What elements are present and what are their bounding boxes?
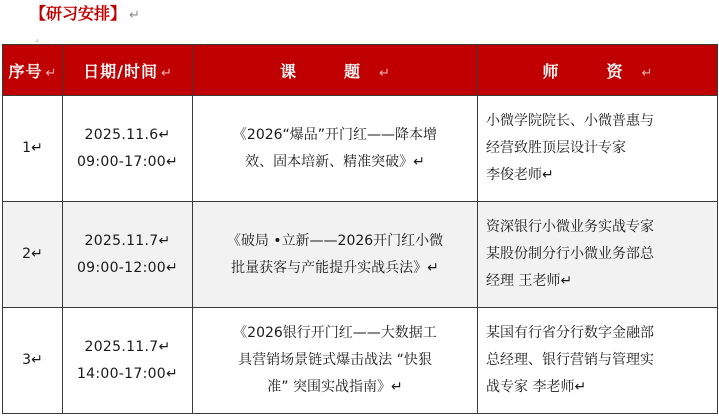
- cell-teacher: [478, 308, 718, 414]
- table-row: [3, 308, 718, 414]
- table-row: [3, 202, 718, 308]
- cell-datetime: [63, 308, 193, 414]
- cell-teacher-line: 经理 王老师↵: [486, 273, 573, 289]
- cell-datetime-line: 09:00-17:00↵: [76, 153, 179, 170]
- header-time: 日期/时间 ↵: [63, 45, 193, 96]
- header-row: [3, 45, 718, 96]
- cell-teacher-line: 战专家 李老师↵: [486, 379, 587, 395]
- cell-teacher-line: 某股份制分行小微业务部总: [486, 246, 654, 262]
- cell-no: [3, 96, 63, 202]
- cell-teacher-line: 李俊老师↵: [486, 167, 554, 183]
- cell-topic: [193, 308, 478, 414]
- cell-no-line: 2↵: [22, 246, 43, 262]
- cell-topic-line: 《2026银行开门红——大数据工: [233, 325, 437, 341]
- cell-datetime: [63, 202, 193, 308]
- cell-datetime-line: 2025.11.7↵: [84, 232, 171, 249]
- cell-topic-line: 效、固本培新、精准突破》↵: [245, 153, 425, 170]
- cell-teacher: [478, 96, 718, 202]
- schedule-table: [2, 44, 718, 414]
- cell-topic-line: 批量获客与产能提升实战兵法》↵: [231, 259, 439, 276]
- anchor-mark-icon: ⌟: [35, 34, 39, 43]
- cell-topic-line: 《破局 •立新——2026开门红小微: [226, 232, 444, 249]
- header-no: 序号 ↵: [3, 45, 63, 96]
- cell-teacher-line: 小微学院院长、小微普惠与: [486, 113, 654, 129]
- cell-datetime-line: 14:00-17:00↵: [76, 365, 179, 382]
- section-title: [30, 3, 140, 25]
- header-teacher: 师 资 ↵: [478, 45, 718, 96]
- cell-datetime: [63, 96, 193, 202]
- cell-topic-line: 《2026“爆品”开门红——降本增: [232, 126, 438, 143]
- cell-no-line: 3↵: [22, 352, 43, 368]
- section-title-text: 【研习安排】: [30, 4, 127, 23]
- cell-teacher-line: 总经理、银行营销与管理实: [486, 352, 654, 368]
- cell-datetime-line: 2025.11.7↵: [84, 338, 171, 355]
- cell-no-line: 1↵: [22, 140, 43, 156]
- cell-datetime-line: 2025.11.6↵: [84, 126, 171, 143]
- cell-no: [3, 308, 63, 414]
- cell-datetime-line: 09:00-12:00↵: [76, 259, 179, 276]
- cell-teacher-line: 资深银行小微业务实战专家: [486, 219, 654, 235]
- table-row: [3, 96, 718, 202]
- header-topic: 课 题 ↵: [193, 45, 478, 96]
- cell-topic: [193, 96, 478, 202]
- paragraph-mark-icon: ↵: [129, 8, 140, 23]
- cell-teacher-line: 经营致胜顶层设计专家: [486, 140, 626, 156]
- cell-no: [3, 202, 63, 308]
- cell-teacher: [478, 202, 718, 308]
- cell-topic-line: 准” 突围实战指南》↵: [267, 379, 403, 395]
- cell-teacher-line: 某国有行省分行数字金融部: [486, 325, 654, 341]
- cell-topic: [193, 202, 478, 308]
- cell-topic-line: 具营销场景链式爆击战法 “快狠: [238, 352, 432, 368]
